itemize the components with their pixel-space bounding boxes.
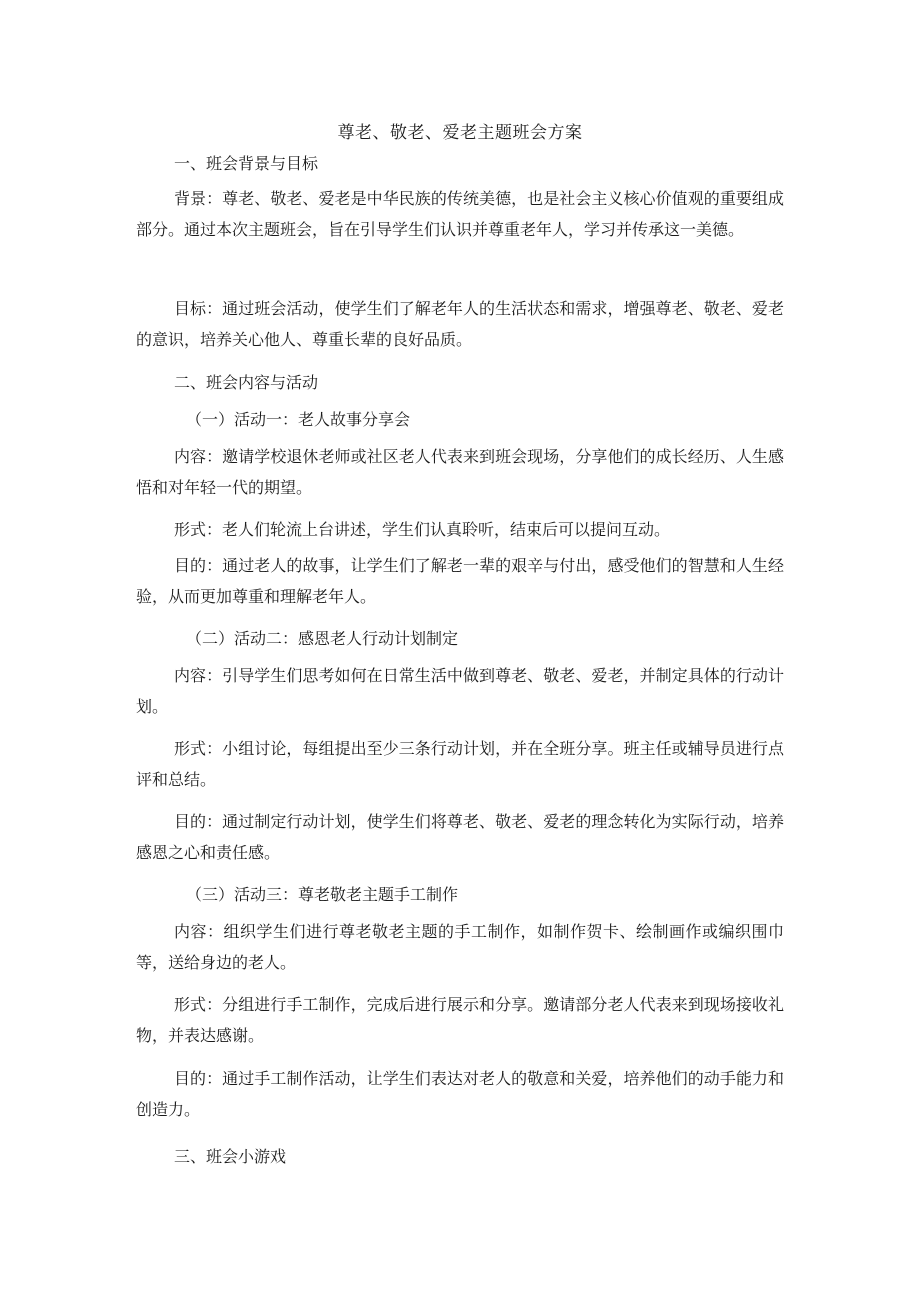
activity3-heading: （三）活动三：尊老敬老主题手工制作 <box>186 885 459 904</box>
paragraph-background: 背景：尊老、敬老、爱老是中华民族的传统美德，也是社会主义核心价值观的重要组成部分。通过本次主题班会，旨在引导学生们认识并尊重老年人，学习并传承这一美德。 <box>136 189 784 239</box>
activity2-form: 形式：小组讨论，每组提出至少三条行动计划，并在全班分享。班主任或辅导员进行点评和总结。 <box>136 739 784 789</box>
activity1-purpose: 目的：通过老人的故事，让学生们了解老一辈的艰辛与付出，感受他们的智慧和人生经验，从而更加尊重和理解老年人。 <box>136 556 784 606</box>
activity3-form: 形式：分组进行手工制作，完成后进行展示和分享。邀请部分老人代表来到现场接收礼物，并表达感谢。 <box>136 995 784 1045</box>
activity3-purpose: 目的：通过手工制作活动，让学生们表达对老人的敬意和关爱，培养他们的动手能力和创造力。 <box>136 1069 784 1119</box>
section-heading-games: 三、班会小游戏 <box>174 1147 287 1166</box>
activity2-purpose: 目的：通过制定行动计划，使学生们将尊老、敬老、爱老的理念转化为实际行动，培养感恩之心和责任感。 <box>136 812 784 862</box>
section-heading-background-goals: 一、班会背景与目标 <box>174 154 319 173</box>
activity1-form: 形式：老人们轮流上台讲述，学生们认真聆听，结束后可以提问互动。 <box>174 520 671 539</box>
activity3-content: 内容：组织学生们进行尊老敬老主题的手工制作，如制作贺卡、绘制画作或编织围巾等，送给身边的老人。 <box>136 922 784 972</box>
section-heading-content-activities: 二、班会内容与活动 <box>174 373 319 392</box>
document-title: 尊老、敬老、爱老主题班会方案 <box>337 123 583 143</box>
paragraph-goal: 目标：通过班会活动，使学生们了解老年人的生活状态和需求，增强尊老、敬老、爱老的意识，培养关心他人、尊重长辈的良好品质。 <box>136 299 784 349</box>
activity1-content: 内容：邀请学校退休老师或社区老人代表来到班会现场，分享他们的成长经历、人生感悟和对年轻一代的期望。 <box>136 447 784 497</box>
activity1-heading: （一）活动一：老人故事分享会 <box>186 410 411 429</box>
activity2-heading: （二）活动二：感恩老人行动计划制定 <box>186 629 459 648</box>
activity2-content: 内容：引导学生们思考如何在日常生活中做到尊老、敬老、爱老，并制定具体的行动计划。 <box>136 666 784 716</box>
